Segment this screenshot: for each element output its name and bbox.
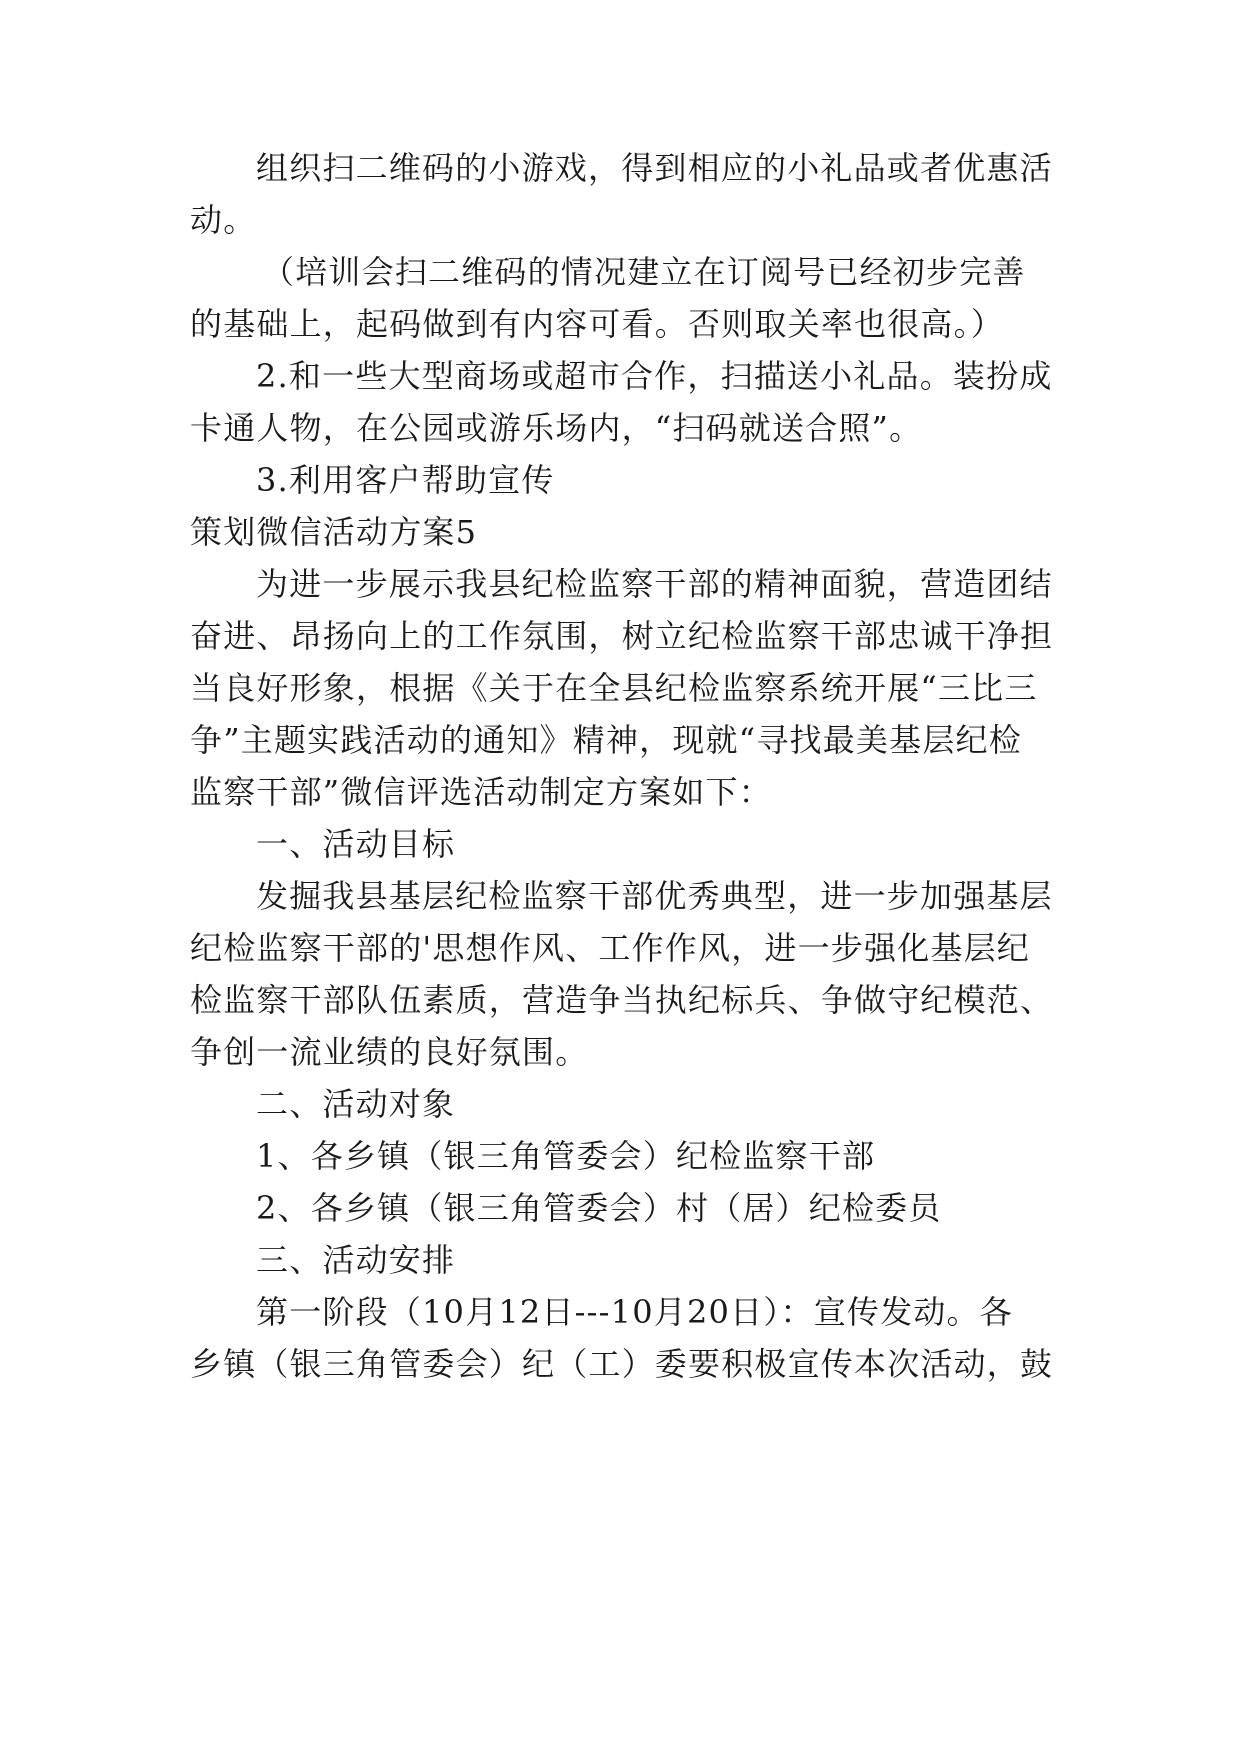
body-line: 为进一步展示我县纪检监察干部的精神面貌，营造团结 bbox=[256, 565, 1053, 603]
section-heading: 一、活动目标 bbox=[256, 825, 456, 863]
body-line: 检监察干部队伍素质，营造争当执纪标兵、争做守纪模范、 bbox=[190, 981, 1054, 1019]
section-title: 策划微信活动方案5 bbox=[190, 513, 478, 551]
body-line: 卡通人物，在公园或游乐场内，“扫码就送合照”。 bbox=[190, 409, 923, 447]
section-heading: 二、活动对象 bbox=[256, 1085, 456, 1123]
body-line: 乡镇（银三角管委会）纪（工）委要积极宣传本次活动，鼓 bbox=[190, 1345, 1054, 1383]
body-line: 的基础上，起码做到有内容可看。否则取关率也很高。） bbox=[190, 305, 1005, 343]
body-line: 纪检监察干部的'思想作风、工作作风，进一步强化基层纪 bbox=[190, 929, 1030, 967]
list-item: 2、各乡镇（银三角管委会）村（居）纪检委员 bbox=[256, 1189, 942, 1227]
body-line: 3.利用客户帮助宣传 bbox=[256, 461, 555, 499]
body-line: 争”主题实践活动的通知》精神，现就“寻找最美基层纪检 bbox=[190, 721, 1022, 759]
body-line: 奋进、昂扬向上的工作氛围，树立纪检监察干部忠诚干净担 bbox=[190, 617, 1054, 655]
body-line: 当良好形象，根据《关于在全县纪检监察系统开展“三比三 bbox=[190, 669, 1038, 707]
body-line: 发掘我县基层纪检监察干部优秀典型，进一步加强基层 bbox=[256, 877, 1053, 915]
section-heading: 三、活动安排 bbox=[256, 1241, 456, 1279]
body-line: 第一阶段（10月12日---10月20日）：宣传发动。各 bbox=[256, 1293, 1013, 1331]
list-item: 1、各乡镇（银三角管委会）纪检监察干部 bbox=[256, 1137, 876, 1175]
body-line: （培训会扫二维码的情况建立在订阅号已经初步完善 bbox=[262, 253, 1026, 291]
body-line: 动。 bbox=[190, 201, 257, 239]
body-line: 监察干部”微信评选活动制定方案如下： bbox=[190, 773, 772, 811]
body-line: 2.和一些大型商场或超市合作，扫描送小礼品。装扮成 bbox=[256, 357, 1053, 395]
body-line: 组织扫二维码的小游戏，得到相应的小礼品或者优惠活 bbox=[256, 149, 1053, 187]
body-line: 争创一流业绩的良好氛围。 bbox=[190, 1033, 589, 1071]
